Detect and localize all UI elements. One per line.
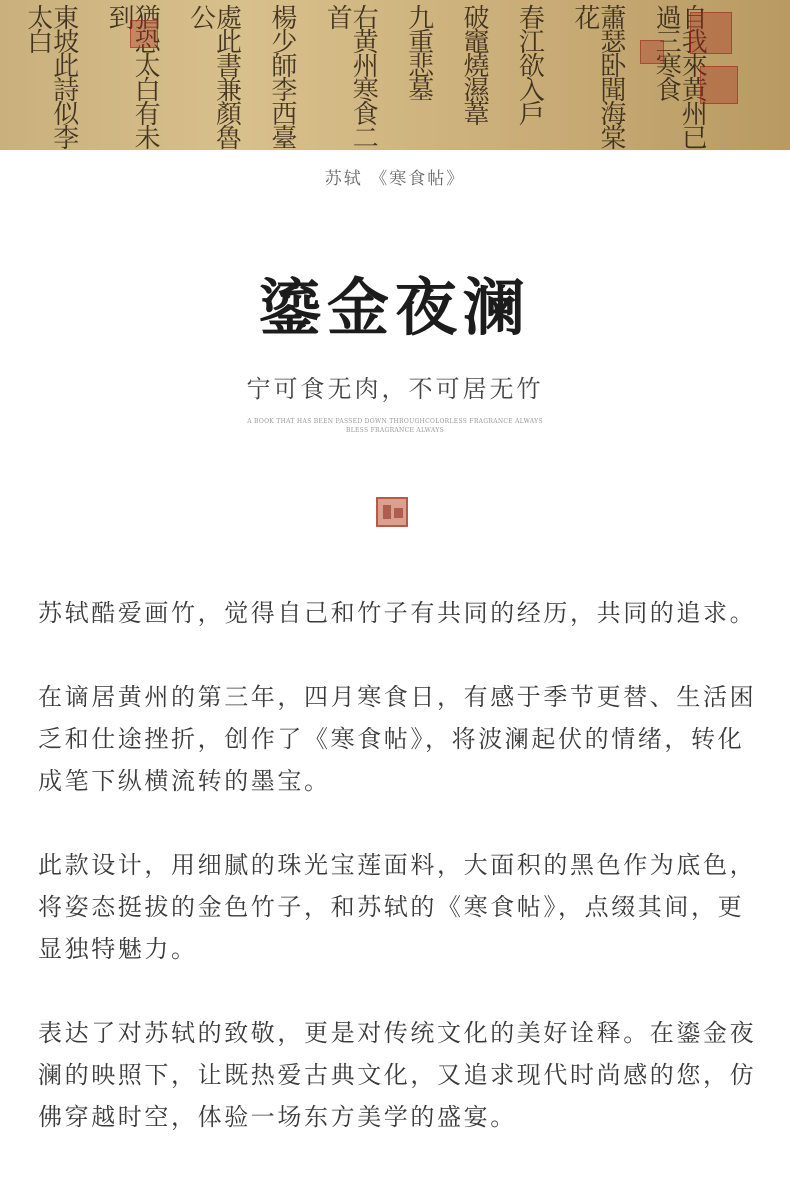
calligraphy-column: 春江欲入戶 bbox=[514, 4, 545, 124]
description-paragraph: 表达了对苏轼的致敬，更是对传统文化的美好诠释。在鎏金夜澜的映照下，让既热爱古典文化，又追求现代时尚感的您，仿佛穿越时空，体验一场东方美学的盛宴。 bbox=[38, 1019, 757, 1131]
seal-stamp-decoration bbox=[130, 20, 158, 48]
calligraphy-column: 處此書兼顏魯公 bbox=[185, 4, 242, 148]
red-seal-stamp-icon bbox=[376, 497, 408, 527]
calligraphy-column: 東坡此詩似李太白 bbox=[22, 4, 79, 148]
english-tagline bbox=[235, 417, 555, 435]
image-caption: 苏轼 《寒食帖》 bbox=[324, 169, 466, 189]
calligraphy-column: 蕭瑟卧聞海棠花 bbox=[569, 4, 626, 148]
seal-stamp-decoration bbox=[640, 40, 664, 64]
calligraphy-columns bbox=[0, 0, 790, 150]
subtitle: 宁可食无肉，不可居无竹 bbox=[246, 375, 544, 403]
english-tagline-line: A BOOK THAT HAS BEEN PASSED DOWN THROUGHCOLORLESS FRAGRANCE ALWAYS bbox=[247, 418, 543, 425]
seal-stamp-decoration bbox=[690, 12, 732, 54]
calligraphy-column: 楊少師李西臺 bbox=[266, 4, 297, 148]
english-tagline-line: BLESS FRAGRANCE ALWAYS bbox=[345, 427, 444, 434]
description-paragraph: 在谪居黄州的第三年，四月寒食日，有感于季节更替、生活困乏和仕途挫折，创作了《寒食帖》，将波澜起伏的情绪，转化成笔下纵横流转的墨宝。 bbox=[38, 683, 757, 795]
calligraphy-column: 自我來黄州已過三寒食 bbox=[651, 4, 708, 148]
calligraphy-banner-image bbox=[0, 0, 790, 150]
page-title: 鎏金夜澜 bbox=[258, 271, 531, 344]
seal-stamp-decoration bbox=[700, 66, 738, 104]
description-paragraph: 此款设计，用细腻的珠光宝莲面料，大面积的黑色作为底色，将姿态挺拔的金色竹子，和苏轼的《寒食帖》，点缀其间，更显独特魅力。 bbox=[38, 851, 757, 963]
description-body bbox=[38, 592, 758, 1180]
calligraphy-column: 右黄州寒食二首 bbox=[322, 4, 379, 148]
calligraphy-column: 破竈燒濕葦 bbox=[459, 4, 490, 124]
calligraphy-column: 九重悲墓 bbox=[403, 4, 434, 100]
description-paragraph: 苏轼酷爱画竹，觉得自己和竹子有共同的经历，共同的追求。 bbox=[38, 599, 757, 627]
calligraphy-column: 猶恐太白有未到 bbox=[104, 4, 161, 148]
